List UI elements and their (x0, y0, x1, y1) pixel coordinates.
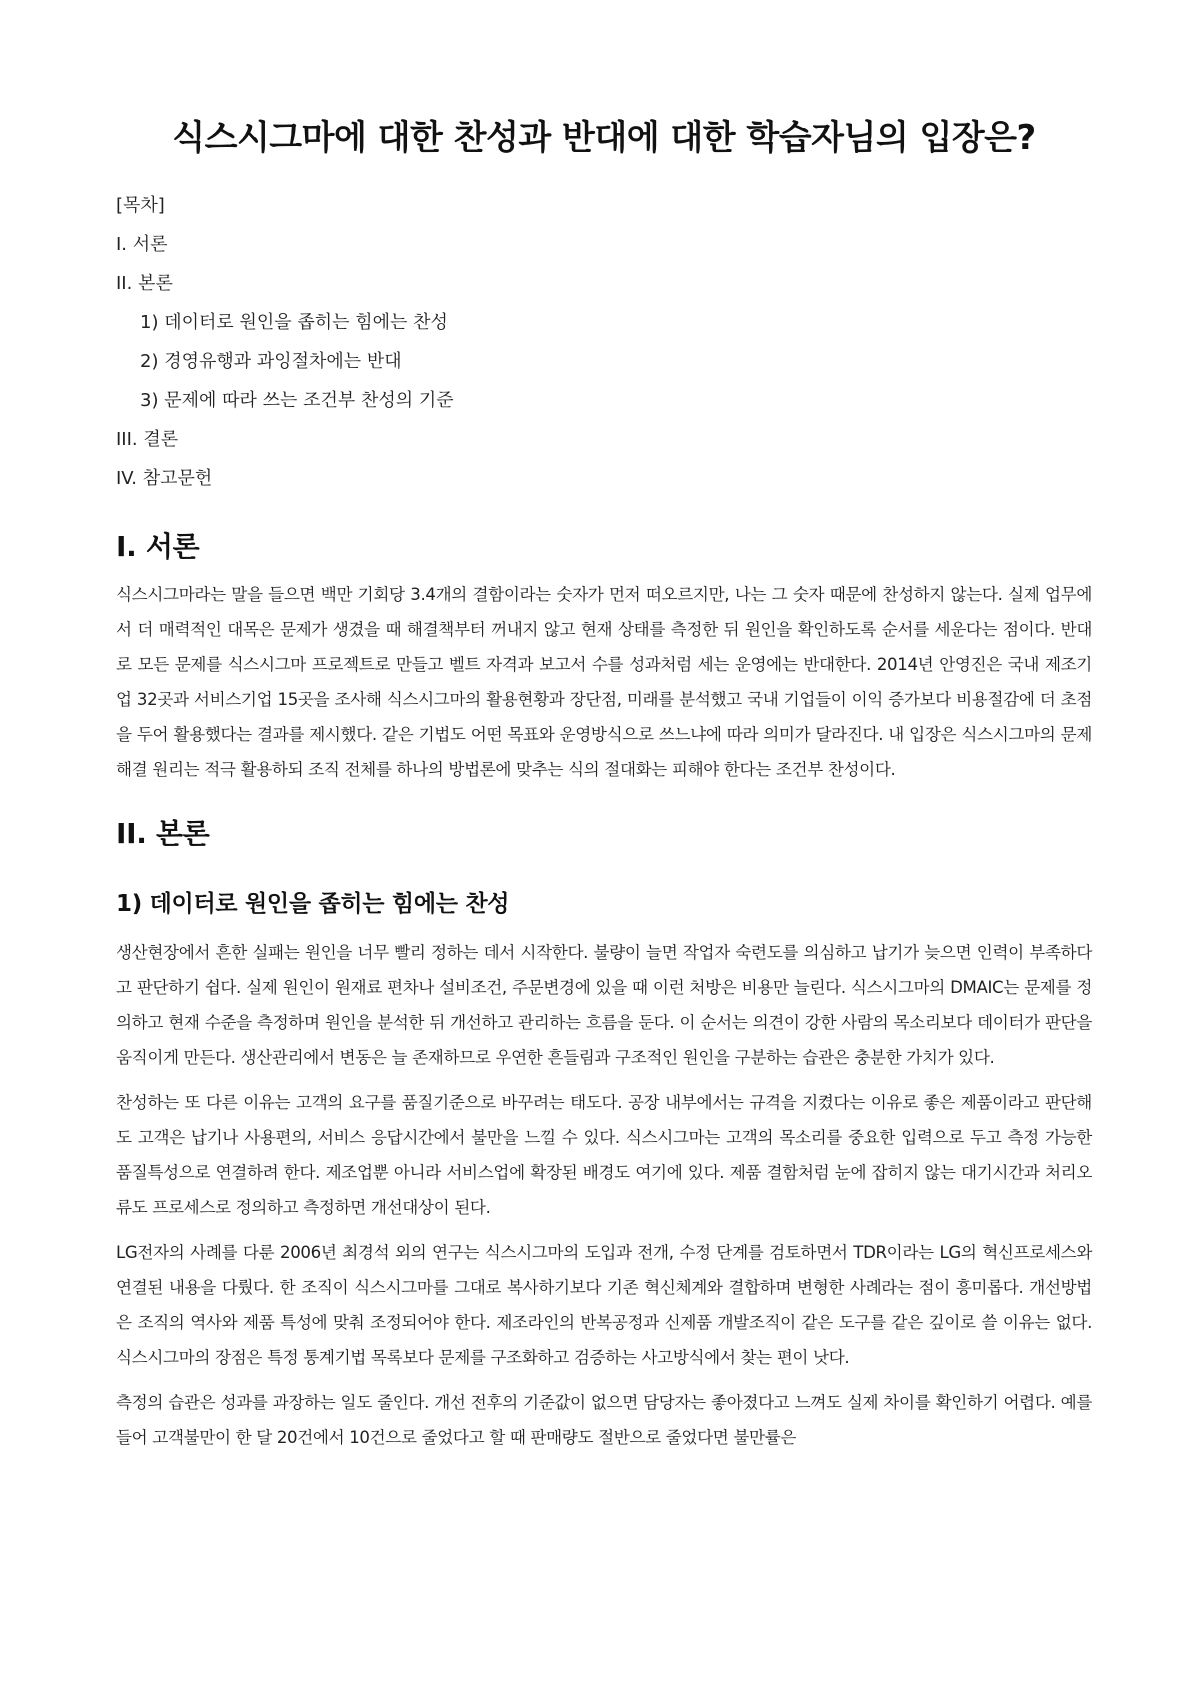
intro-paragraph: 식스시그마라는 말을 들으면 백만 기회당 3.4개의 결함이라는 숫자가 먼저 떠오르지만, 나는 그 숫자 때문에 찬성하지 않는다. 실제 업무에서 더 매력적인 대목은 문제가 생겼을 때 해결책부터 꺼내지 않고 현재 상태를 측정한 뒤 원인을 확인하도록 순서를 세운다는 점이다. 반대로 모든 문제를 식스시그마 프로젝트로 만들고 벨트 자격과 보고서 수를 성과처럼 세는 운영에는 반대한다. 2014년 안영진은 국내 제조기업 32곳과 서비스기업 15곳을 조사해 식스시그마의 활용현황과 장단점, 미래를 분석했고 국내 기업들이 이익 증가보다 비용절감에 더 초점을 두어 활용했다는 결과를 제시했다. 같은 기법도 어떤 목표와 운영방식으로 쓰느냐에 따라 의미가 달라진다. 내 입장은 식스시그마의 문제해결 원리는 적극 활용하되 조직 전체를 하나의 방법론에 맞추는 식의 절대화는 피해야 한다는 조건부 찬성이다. (116, 585, 1092, 780)
toc-item-body-1: 1) 데이터로 원인을 좁히는 힘에는 찬성 (140, 311, 448, 333)
intro-heading: I. 서론 (116, 529, 200, 563)
toc-item-body-2: 2) 경영유행과 과잉절차에는 반대 (140, 350, 402, 372)
toc-item-intro: I. 서론 (116, 233, 168, 255)
body-paragraph: LG전자의 사례를 다룬 2006년 최경석 외의 연구는 식스시그마의 도입과 전개, 수정 단계를 검토하면서 TDR이라는 LG의 혁신프로세스와 연결된 내용을 다뤘다. 한 조직이 식스시그마를 그대로 복사하기보다 기존 혁신체계와 결합하며 변형한 사례라는 점이 흥미롭다. 개선방법은 조직의 역사와 제품 특성에 맞춰 조정되어야 한다. 제조라인의 반복공정과 신제품 개발조직이 같은 도구를 같은 깊이로 쓸 이유는 없다. 식스시그마의 장점은 특정 통계기법 목록보다 문제를 구조화하고 검증하는 사고방식에서 찾는 편이 낫다. (116, 1242, 1092, 1367)
toc-item-references: IV. 참고문헌 (116, 467, 213, 489)
toc-item-conclusion: III. 결론 (116, 428, 179, 450)
table-of-contents (116, 195, 1092, 507)
body-paragraph: 측정의 습관은 성과를 과장하는 일도 줄인다. 개선 전후의 기준값이 없으면 담당자는 좋아졌다고 느껴도 실제 차이를 확인하기 어렵다. 예를 들어 고객불만이 한 달 20건에서 10건으로 줄었다고 할 때 판매량도 절반으로 줄었다면 불만률은 (116, 1392, 1092, 1447)
body-paragraph: 생산현장에서 흔한 실패는 원인을 너무 빨리 정하는 데서 시작한다. 불량이 늘면 작업자 숙련도를 의심하고 납기가 늦으면 인력이 부족하다고 판단하기 쉽다. 실제 원인이 원재료 편차나 설비조건, 주문변경에 있을 때 이런 처방은 비용만 늘린다. 식스시그마의 DMAIC는 문제를 정의하고 현재 수준을 측정하며 원인을 분석한 뒤 개선하고 관리하는 흐름을 둔다. 이 순서는 의견이 강한 사람의 목소리보다 데이터가 판단을 움직이게 만든다. 생산관리에서 변동은 늘 존재하므로 우연한 흔들림과 구조적인 원인을 구분하는 습관은 충분한 가치가 있다. (116, 942, 1092, 1067)
toc-item-body-3: 3) 문제에 따라 쓰는 조건부 찬성의 기준 (140, 389, 454, 411)
toc-label: [목차] (116, 194, 165, 216)
body-paragraph: 찬성하는 또 다른 이유는 고객의 요구를 품질기준으로 바꾸려는 태도다. 공장 내부에서는 규격을 지켰다는 이유로 좋은 제품이라고 판단해도 고객은 납기나 사용편의, 서비스 응답시간에서 불만을 느낄 수 있다. 식스시그마는 고객의 목소리를 중요한 입력으로 두고 측정 가능한 품질특성으로 연결하려 한다. 제조업뿐 아니라 서비스업에 확장된 배경도 여기에 있다. 제품 결함처럼 눈에 잡히지 않는 대기시간과 처리오류도 프로세스로 정의하고 측정하면 개선대상이 된다. (116, 1092, 1092, 1217)
document-title: 식스시그마에 대한 찬성과 반대에 대한 학습자님의 입장은? (172, 118, 1036, 158)
body-heading: II. 본론 (116, 817, 210, 851)
subsection-1-heading: 1) 데이터로 원인을 좁히는 힘에는 찬성 (116, 890, 510, 917)
toc-item-body: II. 본론 (116, 272, 173, 294)
